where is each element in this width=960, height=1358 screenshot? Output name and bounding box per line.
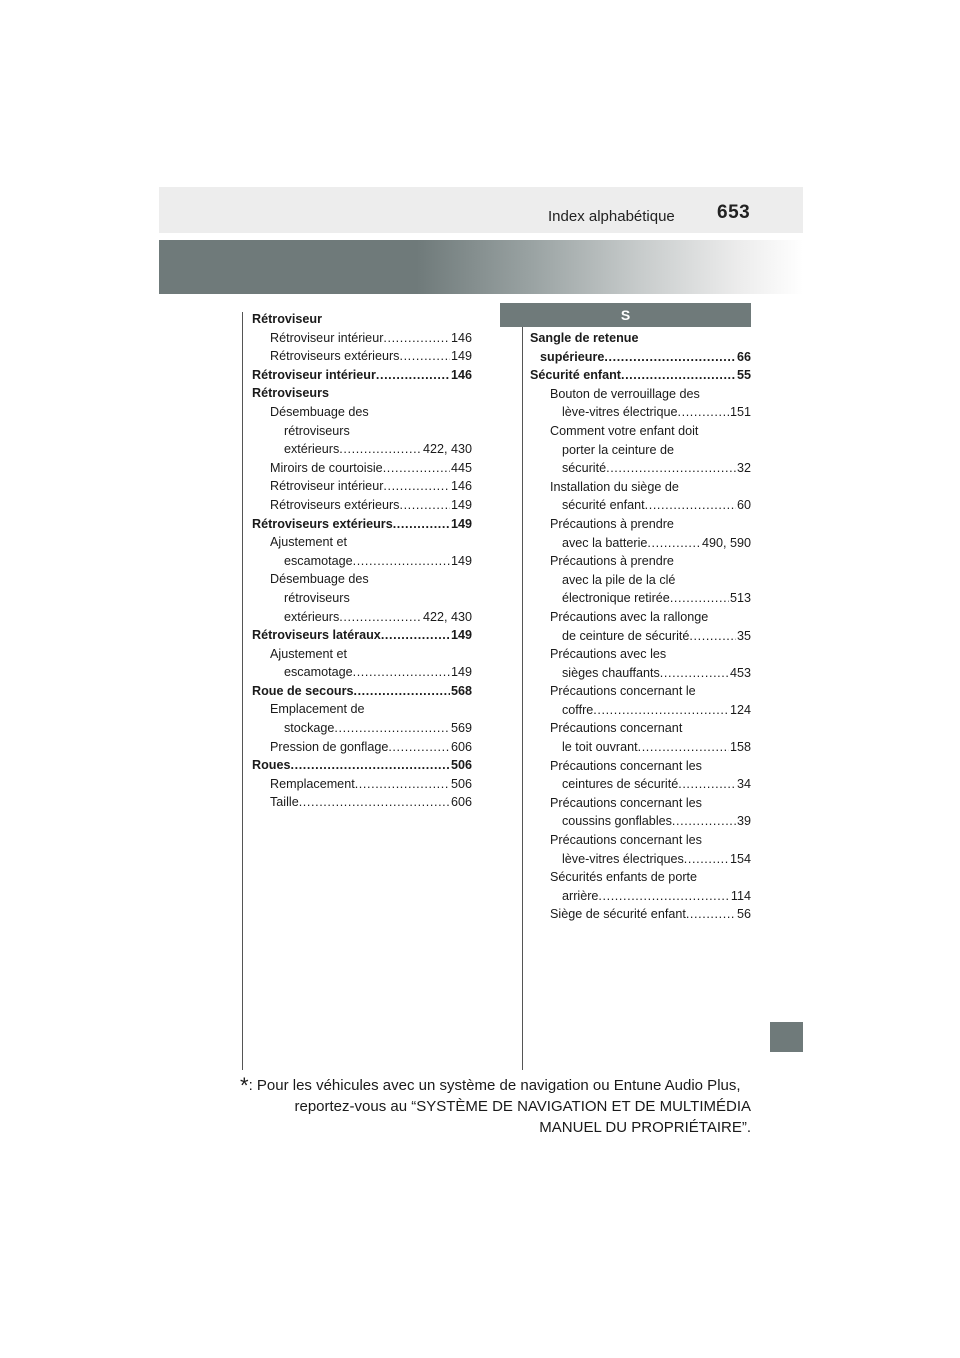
index-entry-text: Rétroviseur	[252, 312, 322, 326]
index-entry	[530, 366, 751, 385]
index-entry-page: 146	[450, 479, 472, 494]
index-entry-text: Rétroviseurs latéraux	[252, 628, 381, 643]
index-entry	[530, 905, 751, 924]
index-entry	[530, 515, 751, 534]
index-entry	[252, 533, 472, 552]
index-entry-page: 149	[450, 349, 472, 364]
index-entry-text: escamotage	[284, 553, 353, 568]
index-entry	[252, 403, 472, 422]
index-entry	[530, 850, 751, 869]
dot-leader	[383, 329, 450, 348]
index-entry-page: 151	[729, 405, 751, 420]
index-entry-page: 569	[450, 721, 472, 736]
dot-leader	[399, 496, 450, 515]
index-entry	[530, 441, 751, 460]
index-entry	[530, 496, 751, 515]
dot-leader	[334, 719, 450, 738]
index-entry-page: 39	[736, 814, 751, 829]
index-entry-page: 149	[450, 553, 472, 568]
index-entry	[252, 422, 472, 441]
index-entry-page: 445	[450, 460, 472, 475]
index-entry	[530, 459, 751, 478]
index-entry	[530, 682, 751, 701]
index-entry-text: Précautions à prendre	[550, 516, 674, 531]
index-entry-page: 34	[736, 777, 751, 792]
index-entry-text: de ceinture de sécurité	[562, 628, 690, 643]
dot-leader	[686, 905, 736, 924]
index-entry-text: arrière	[562, 888, 599, 903]
dot-leader	[355, 775, 450, 794]
dot-leader	[339, 440, 422, 459]
index-entry	[252, 626, 472, 645]
dot-leader	[353, 663, 450, 682]
index-entry	[530, 812, 751, 831]
index-entry-page: 56	[736, 907, 751, 922]
index-entry-text: escamotage	[284, 665, 353, 680]
index-entry	[252, 756, 472, 775]
index-entry-text: Roue de secours	[252, 683, 354, 698]
chapter-side-tab	[770, 1022, 803, 1052]
index-entry	[530, 719, 751, 738]
section-title: Index alphabétique	[548, 208, 675, 225]
index-entry-text: Sangle de retenue	[530, 331, 639, 345]
index-entry-text: extérieurs	[284, 442, 340, 457]
dot-leader	[383, 459, 450, 478]
index-entry-page: 490, 590	[701, 535, 751, 550]
dot-leader	[593, 701, 729, 720]
index-entry-text: coffre	[562, 702, 594, 717]
dot-leader	[339, 608, 422, 627]
index-entry-page: 158	[729, 740, 751, 755]
index-entry-text: lève-vitres électrique	[562, 405, 678, 420]
dot-leader	[684, 850, 729, 869]
index-entry	[252, 310, 472, 329]
dot-leader	[604, 348, 736, 367]
index-entry-text: Emplacement de	[270, 702, 365, 717]
index-entry	[252, 775, 472, 794]
index-entry	[252, 515, 472, 534]
index-entry-text: Précautions concernant les	[550, 758, 702, 773]
index-entry-page: 60	[736, 498, 751, 513]
index-entry-text: lève-vitres électriques	[562, 851, 684, 866]
index-entry-text: Miroirs de courtoisie	[270, 460, 383, 475]
index-entry-text: Bouton de verrouillage des	[550, 386, 700, 401]
index-entry-text: Ajustement et	[270, 535, 348, 550]
index-entry-text: le toit ouvrant	[562, 740, 638, 755]
index-entry-text: ceintures de sécurité	[562, 777, 679, 792]
index-entry	[252, 663, 472, 682]
index-entry	[252, 477, 472, 496]
index-entry-text: porter la ceinture de	[562, 442, 675, 457]
index-entry-page: 506	[450, 776, 472, 791]
dot-leader	[393, 515, 450, 534]
dot-leader	[381, 626, 450, 645]
index-entry-page: 114	[730, 888, 751, 903]
index-entry-text: Remplacement	[270, 776, 355, 791]
index-entry-text: rétroviseurs	[284, 423, 350, 438]
index-entry	[530, 868, 751, 887]
index-entry-text: Pression de gonflage	[270, 739, 389, 754]
index-entry	[530, 385, 751, 404]
index-entry	[252, 440, 472, 459]
dot-leader	[353, 552, 450, 571]
index-entry	[252, 329, 472, 348]
index-entry-text: Précautions concernant les	[550, 833, 702, 848]
index-entry-text: Précautions à prendre	[550, 554, 674, 569]
index-entry	[530, 534, 751, 553]
index-entry-text: Précautions concernant les	[550, 795, 702, 810]
index-entry-text: avec la batterie	[562, 535, 648, 550]
dot-leader	[647, 534, 701, 553]
index-entry-text: Désembuage des	[270, 572, 369, 587]
dot-leader	[353, 682, 450, 701]
index-entry-page: 146	[450, 330, 472, 345]
index-entry-text: rétroviseurs	[284, 590, 350, 605]
index-entry	[530, 645, 751, 664]
index-entry-text: Précautions avec la rallonge	[550, 609, 709, 624]
index-entry	[530, 348, 751, 367]
footnote-star: *	[240, 1073, 249, 1098]
index-entry	[252, 459, 472, 478]
index-entry-text: sécurité	[562, 461, 607, 476]
index-entry	[530, 701, 751, 720]
dot-leader	[299, 793, 450, 812]
index-entry-text: Comment votre enfant doit	[550, 423, 699, 438]
index-entry-text: Taille	[270, 795, 299, 810]
index-entry-page: 149	[450, 497, 472, 512]
index-entry	[530, 329, 751, 348]
index-entry	[252, 384, 472, 403]
index-entry-text: électronique retirée	[562, 591, 670, 606]
section-letter-header: S	[500, 303, 751, 327]
index-entry	[530, 627, 751, 646]
index-entry-page: 422, 430	[422, 609, 472, 624]
index-entry-text: coussins gonflables	[562, 814, 672, 829]
index-entry-page: 568	[450, 683, 472, 698]
index-entry-page: 154	[729, 851, 751, 866]
middle-column-rule	[522, 312, 523, 1070]
index-entry-text: Sécurités enfants de porte	[550, 870, 698, 885]
dot-leader	[598, 887, 730, 906]
index-entry-text: stockage	[284, 721, 335, 736]
index-entry-text: Sécurité enfant	[530, 368, 621, 383]
index-entry	[530, 608, 751, 627]
index-entry-text: Précautions concernant le	[550, 684, 696, 699]
index-entry	[252, 496, 472, 515]
index-entry	[252, 552, 472, 571]
index-entry-page: 422, 430	[422, 442, 472, 457]
dot-leader	[678, 775, 736, 794]
index-entry	[252, 700, 472, 719]
index-entry	[530, 552, 751, 571]
footnote	[240, 1075, 751, 1138]
index-entry	[530, 422, 751, 441]
index-entry-text: Rétroviseurs	[252, 386, 329, 401]
index-entry-text: Siège de sécurité enfant	[550, 907, 686, 922]
index-entry-text: sièges chauffants	[562, 665, 660, 680]
dot-leader	[678, 403, 729, 422]
dot-leader	[660, 664, 729, 683]
index-entry-page: 32	[736, 461, 751, 476]
page-number: 653	[717, 202, 751, 223]
decorative-gradient-band	[159, 240, 803, 294]
dot-leader	[606, 459, 736, 478]
index-entry	[252, 589, 472, 608]
index-entry-text: supérieure	[540, 349, 605, 364]
index-entry	[530, 571, 751, 590]
index-entry	[530, 478, 751, 497]
index-entry-page: 146	[450, 367, 472, 382]
index-entry	[530, 738, 751, 757]
index-entry	[252, 682, 472, 701]
dot-leader	[645, 496, 736, 515]
index-entry	[252, 793, 472, 812]
index-entry-text: Rétroviseurs extérieurs	[270, 349, 400, 364]
index-entry-text: Rétroviseur intérieur	[252, 367, 376, 382]
dot-leader	[399, 347, 450, 366]
index-entry-text: Désembuage des	[270, 404, 369, 419]
index-entry-text: Ajustement et	[270, 646, 348, 661]
index-entry	[530, 794, 751, 813]
footnote-line-1: : Pour les véhicules avec un système de navigation ou Entune Audio Plus,	[248, 1077, 741, 1094]
index-entry-text: Rétroviseur intérieur	[270, 479, 384, 494]
index-entry	[530, 403, 751, 422]
index-entry-text: Précautions concernant	[550, 721, 683, 736]
dot-leader	[638, 738, 729, 757]
footnote-line-3: MANUEL DU PROPRIÉTAIRE”.	[539, 1119, 751, 1136]
index-entry-text: Roues	[252, 758, 291, 773]
left-index-column	[252, 310, 472, 812]
index-entry-page: 149	[450, 665, 472, 680]
dot-leader	[383, 477, 450, 496]
index-entry	[252, 570, 472, 589]
dot-leader	[621, 366, 736, 385]
index-entry-page: 149	[450, 516, 472, 531]
index-entry-page: 513	[729, 591, 751, 606]
index-entry	[530, 757, 751, 776]
index-entry-text: extérieurs	[284, 609, 340, 624]
dot-leader	[376, 366, 450, 385]
index-entry	[252, 738, 472, 757]
dot-leader	[388, 738, 450, 757]
index-entry-text: Installation du siège de	[550, 479, 679, 494]
right-index-column	[530, 329, 751, 924]
dot-leader	[672, 812, 736, 831]
index-entry	[252, 645, 472, 664]
index-entry	[252, 608, 472, 627]
left-column-rule	[242, 312, 243, 1070]
index-entry-page: 35	[736, 628, 751, 643]
index-entry	[252, 366, 472, 385]
index-entry-text: sécurité enfant	[562, 498, 645, 513]
index-entry	[530, 664, 751, 683]
index-entry-text: Rétroviseur intérieur	[270, 330, 384, 345]
index-entry-page: 66	[736, 349, 751, 364]
footnote-line-2: reportez-vous au “SYSTÈME DE NAVIGATION ET DE MULTIMÉDIA	[294, 1098, 751, 1115]
dot-leader	[291, 756, 450, 775]
index-entry	[530, 775, 751, 794]
index-entry-page: 55	[736, 368, 751, 383]
index-entry	[252, 719, 472, 738]
index-entry-text: Rétroviseurs extérieurs	[252, 516, 393, 531]
header-band	[159, 187, 803, 233]
index-entry-page: 606	[450, 795, 472, 810]
index-entry-page: 124	[729, 702, 751, 717]
index-entry	[530, 887, 751, 906]
index-entry-page: 506	[450, 758, 472, 773]
index-entry	[252, 347, 472, 366]
index-entry-text: Rétroviseurs extérieurs	[270, 497, 400, 512]
index-entry-page: 606	[450, 739, 472, 754]
dot-leader	[670, 589, 729, 608]
index-entry	[530, 831, 751, 850]
index-entry-text: avec la pile de la clé	[562, 572, 676, 587]
index-entry-page: 149	[450, 628, 472, 643]
index-entry-text: Précautions avec les	[550, 647, 667, 662]
index-entry	[530, 589, 751, 608]
dot-leader	[689, 627, 736, 646]
index-entry-page: 453	[729, 665, 751, 680]
